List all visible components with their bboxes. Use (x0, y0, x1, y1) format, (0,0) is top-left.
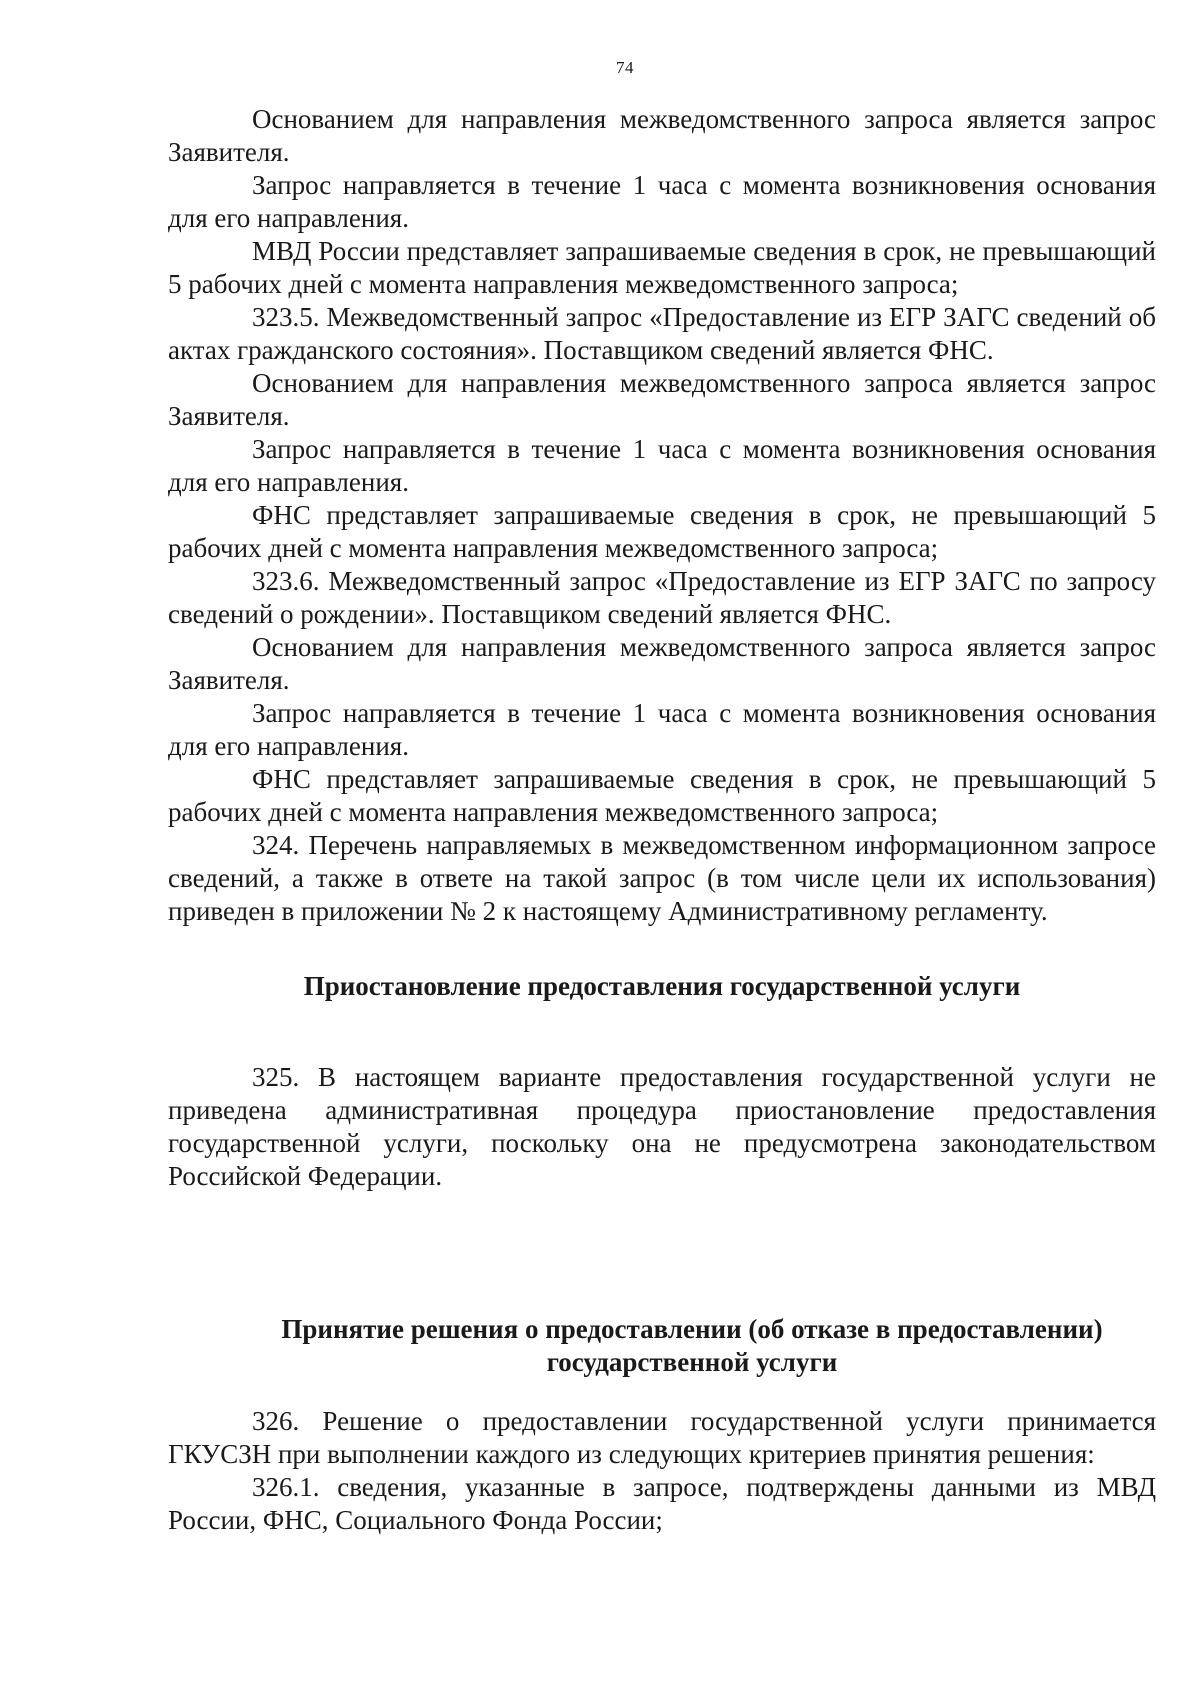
paragraph: 323.5. Межведомственный запрос «Предоставление из ЕГР ЗАГС сведений об актах гражданского состояния». Поставщиком сведений является ФНС. (168, 302, 1156, 365)
page-number: 74 (616, 58, 634, 77)
paragraph: Основанием для направления межведомственного запроса является запрос Заявителя. (168, 632, 1156, 695)
paragraph: 326.1. сведения, указанные в запросе, подтверждены данными из МВД России, ФНС, Социального Фонда России; (168, 1472, 1156, 1535)
paragraph: Запрос направляется в течение 1 часа с момента возникновения основания для его направления. (168, 434, 1156, 497)
paragraph: МВД России представляет запрашиваемые сведения в срок, не превышающий 5 рабочих дней с момента направления межведомственного запроса; (168, 236, 1156, 299)
paragraph: ФНС представляет запрашиваемые сведения в срок, не превышающий 5 рабочих дней с момента направления межведомственного запроса; (168, 764, 1156, 827)
paragraph: 325. В настоящем варианте предоставления государственной услуги не приведена административная процедура приостановление предоставления государственной услуги, поскольку она не предусмотрена законодательством Российской Федерации. (168, 1062, 1156, 1191)
paragraph: Основанием для направления межведомственного запроса является запрос Заявителя. (168, 104, 1156, 167)
section-heading-suspension: Приостановление предоставления государственной услуги (303, 971, 1021, 1001)
section-decision (168, 1405, 1156, 1537)
paragraph: Запрос направляется в течение 1 часа с момента возникновения основания для его направления. (168, 170, 1156, 233)
paragraph: Основанием для направления межведомственного запроса является запрос Заявителя. (168, 368, 1156, 431)
document-body (168, 103, 1156, 1537)
section-intermediary-requests (168, 103, 1156, 928)
paragraph: Запрос направляется в течение 1 часа с момента возникновения основания для его направления. (168, 698, 1156, 761)
section-suspension (168, 1061, 1156, 1193)
paragraph: 324. Перечень направляемых в межведомственном информационном запросе сведений, а также в ответе на такой запрос (в том числе цели их использования) приведен в приложении № 2 к настоящему Административному регламенту. (168, 830, 1156, 926)
section-heading-decision (168, 1313, 1156, 1379)
paragraph: 323.6. Межведомственный запрос «Предоставление из ЕГР ЗАГС по запросу сведений о рождении». Поставщиком сведений является ФНС. (168, 566, 1156, 629)
paragraph: ФНС представляет запрашиваемые сведения в срок, не превышающий 5 рабочих дней с момента направления межведомственного запроса; (168, 500, 1156, 563)
heading-line: Принятие решения о предоставлении (об отказе в предоставлении) (281, 1314, 1103, 1344)
heading-line: государственной услуги (546, 1347, 838, 1377)
paragraph: 326. Решение о предоставлении государственной услуги принимается ГКУСЗН при выполнении каждого из следующих критериев принятия решения: (168, 1406, 1156, 1469)
